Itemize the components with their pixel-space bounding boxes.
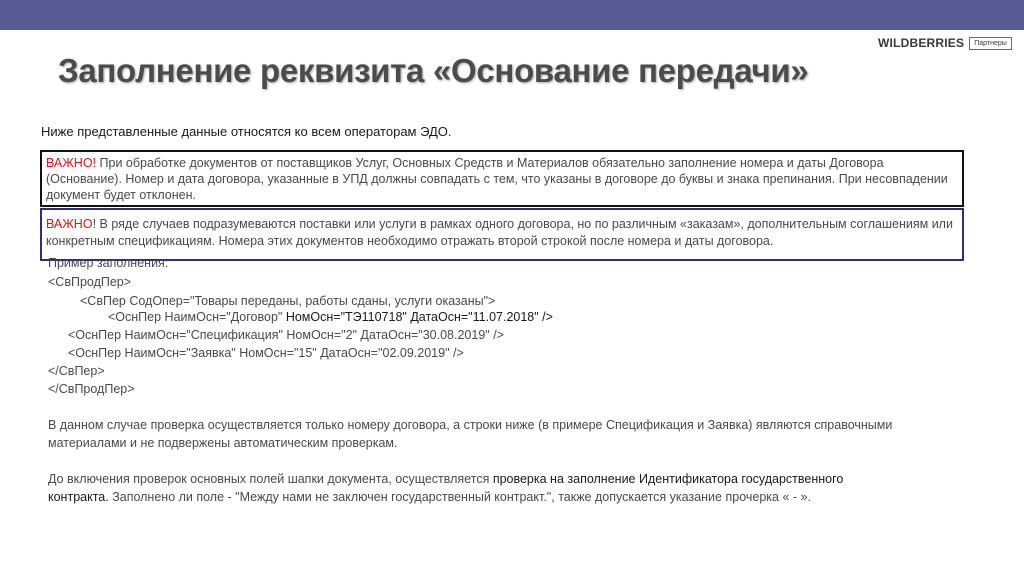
- important-box-2: [40, 208, 964, 261]
- warning-text-2: ! В ряде случаев подразумеваются поставки или услуги в рамках одного договора, но по различным «заказам», дополнительным соглашениям или конкретным спецификациям. Номера этих документов необходимо отражать второй строкой после номера и даты договора.: [46, 217, 953, 248]
- warning-label-2: ВАЖНО: [46, 217, 93, 231]
- code-line: </СвПродПер>: [48, 382, 135, 396]
- code-line: <ОснПер НаимОсн="Заявка" НомОсн="15" ДатаОсн="02.09.2019" />: [68, 346, 464, 360]
- code-line: <ОснПер НаимОсн="Спецификация" НомОсн="2" ДатаОсн="30.08.2019" />: [68, 328, 504, 342]
- page-title: Заполнение реквизита «Основание передачи»: [58, 52, 809, 89]
- paragraph-text: До включения проверок основных полей шапки документа, осуществляется: [48, 472, 493, 486]
- code-line: [108, 310, 553, 324]
- code-fragment: <ОснПер НаимОсн="Договор": [108, 310, 283, 324]
- code-line: </СвПер>: [48, 364, 105, 378]
- code-line: <СвПер СодОпер="Товары переданы, работы сданы, услуги оказаны">: [80, 294, 496, 308]
- info-paragraph-1: В данном случае проверка осуществляется только номеру договора, а строки ниже (в примере Спецификация и Заявка) являются справочными материалами и не подвержены автоматическим проверкам.: [48, 418, 893, 450]
- brand-logo: [878, 36, 1012, 50]
- code-line: <СвПродПер>: [48, 275, 132, 289]
- warning-label-1: ВАЖНО!: [46, 156, 97, 170]
- paragraph-highlight: проверка на заполнение Идентификатора государственного контракта.: [48, 472, 844, 504]
- intro-text: Ниже представленные данные относятся ко всем операторам ЭДО.: [41, 124, 452, 139]
- example-heading: Пример заполнения:: [48, 256, 169, 270]
- info-paragraph-2: [48, 470, 898, 506]
- paragraph-text: Заполнено ли поле - "Между нами не заключен государственный контракт.", также допускается указание прочерка « - ».: [108, 490, 811, 504]
- important-box-1: [40, 150, 964, 207]
- brand-badge: Партнеры: [969, 37, 1012, 50]
- code-fragment: НомОсн="ТЭ110718" ДатаОсн="11.07.2018" />: [285, 310, 553, 324]
- brand-name: WILDBERRIES: [878, 36, 965, 50]
- warning-text-1: При обработке документов от поставщиков Услуг, Основных Средств и Материалов обязательно заполнение номера и даты Договора (Основание). Номер и дата договора, указанные в УПД должны совпадать с тем, что указаны в договоре до буквы и знака препинания. При несовпадении документ будет отклонен.: [46, 156, 948, 202]
- top-bar: [0, 0, 1024, 30]
